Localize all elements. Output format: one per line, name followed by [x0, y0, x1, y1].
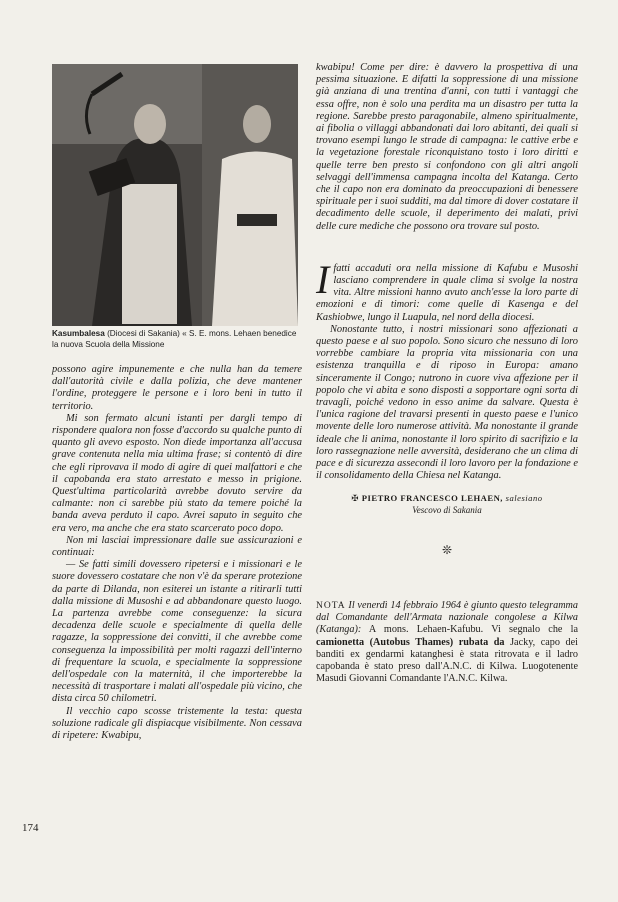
note-text-1: A mons. Lehaen-Kafubu. Vi segnalo che la — [361, 624, 578, 636]
caption-text: (Diocesi di Sakania) « S. E. mons. Lehaen benedice la nuova Scuola della Missione — [52, 329, 297, 349]
right-paragraph: Nonostante tutto, i nostri missionari sono affezionati a questo paese e al suo popolo. Sono sicuro che nessuno di loro vorrebbe cambiare la propria vita missionaria con una esistenza tranquilla e di riposo in Europa: amano sinceramente il Congo; nutrono in cuore viva affezione per il popolo che vi abita e sono disposti a sopportare ogni sorta di travagli, poiché vedono in esso anime da salvare. Questa è l'unica ragione del travarsi presenti in questo paese e l'unico movente delle loro numerose attività. Ma nonostante il grande ideale che li anima, nonostante il loro spirito di sacrifizio e la loro rassegnazione nelle avversità, desiderano che un clima di pace e di sicurezza assecondi il loro lavoro per la fondazione e il consolidamento della Chiesa nel Katanga. — [316, 323, 578, 482]
left-paragraph: Mi son fermato alcuni istanti per dargli tempo di rispondere qualora non fosse d'accordo su qualche punto di quanto gli avevo esposto. Non diede importanza all'accusa grave contenuta nella mia ultima frase; si contentò di dire che egli riprovava il modo di agire di quei malfattori e che il capobanda era stato arrestato e messo in prigione. Quest'ultima particolarità avrebbe dovuto servire da calmante: non ci sarebbe più stato da temere poiché la banda aveva perduto il capo. Avrei saputo in seguito che era vero, ma anche che era stato scarcerato poco dopo. — [52, 412, 302, 534]
signature-title: Vescovo di Sakania — [412, 504, 482, 515]
left-column — [52, 364, 302, 742]
right-column — [316, 62, 578, 696]
cross-icon: ✠ — [351, 492, 360, 503]
caption-place: Kasumbalesa — [52, 329, 105, 338]
note-text-2: Jacky, capo dei banditi ex gendarmi katanghesi è stata ritrovata e il ladro capobanda è stato preso dall'A.N.C. di Kilwa. Luogotenente Masudi Giovanni Comandante l'A.N.C. Kilwa. — [316, 636, 578, 685]
note-bold: camionetta (Autobus Thames) rubata da — [316, 636, 505, 648]
signature-role: salesiano — [505, 492, 543, 503]
left-paragraph: Il vecchio capo scosse tristemente la testa: questa soluzione radicale gli dispiacque visibilmente. Non cessava di ripetere: Kwabipu, — [52, 705, 302, 742]
photo-caption — [52, 328, 302, 350]
drop-cap: I — [316, 256, 330, 302]
note-paragraph — [316, 600, 578, 686]
dropcap-paragraph-text: fatti accaduti ora nella missione di Kafubu e Musoshi lasciano comprendere in quale clima si svolge la nostra vita. Altre missioni hanno avuto anch'esse la loro parte di emozioni e di timori: come quelle di Kasenga e del Kashiobwe, lungo il Luapula, nel nord della diocesi. — [316, 262, 578, 323]
left-paragraph: — Se fatti simili dovessero ripetersi e i missionari e le suore dovessero costatare che non v'è da sperare protezione da parte di Dilanda, non esiterei un istante a ritirarli tutti dalla missione di Musoshi e ad abbandonare questo luogo. La partenza avrebbe come conseguenze: la sicura decadenza delle scuole e specialmente di quella delle ragazze, la soppressione dei convitti, il che avrebbe come conseguenza la impossibilità per molti ragazzi dell'interno di frequentare la scuola, e specialmente la soppressione dell'ospedale con la maternità, il che importerebbe la necessità di trasportare i malati all'ospedale più vicino, che dista circa 50 chilometri. — [52, 559, 302, 705]
page-number: 174 — [22, 822, 39, 834]
dropcap-paragraph — [316, 256, 578, 324]
note-italic: Il venerdì 14 febbraio 1964 è giunto questo telegramma dal Comandante dell'Armata nazionale congolese a Kilwa (Katanga): — [316, 599, 579, 636]
signature — [316, 493, 578, 504]
photo-illustration — [52, 64, 298, 326]
note-label: NOTA — [316, 600, 346, 611]
mission-photo — [52, 64, 298, 326]
left-paragraph: Non mi lasciai impressionare dalle sue assicurazioni e continuai: — [52, 534, 302, 559]
signature-name: PIETRO FRANCESCO LEHAEN, — [361, 492, 503, 503]
asterism-icon: ❊ — [441, 542, 453, 557]
left-paragraph: possono agire impunemente e che nulla han da temere dall'autorità civile e dalla polizia, che deve mantener l'ordine, proteggere le persone e i loro beni in tutto il territorio. — [52, 364, 302, 412]
right-paragraph: kwabipu! Come per dire: è davvero la prospettiva di una pessima situazione. E difatti la soppressione di una missione già anziana di una trentina d'anni, con tutti i vantaggi che essa offre, non è solo una perdita ma un disastro per tutta la regione. Sarebbe presto paragonabile, almeno spiritualmente, ai fibolia o villaggi abbandonati dai loro abitanti, dei quali si trovano esempi lungo le strade di campagna: le cattive erbe e la vegetazione forestale riconquistano tosto i loro diritti e quelle terre ben presto si confondono con gli altri angoli selvaggi dell'immensa campagna incolta del Katanga. Certo che il capo non era dominato da preoccupazioni di benessere spirituale per i suoi sudditi, ma dal timore di dover costatare il decadimento delle scuole, il deperimento dei malati, privi delle cure mediche che possono ora trovare sul posto. — [316, 62, 578, 232]
